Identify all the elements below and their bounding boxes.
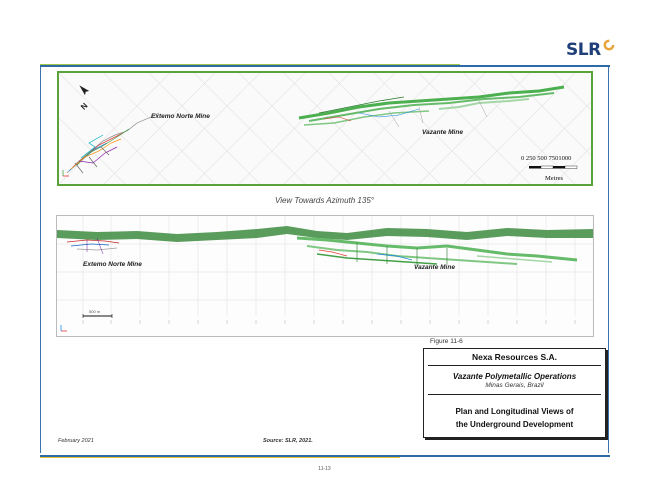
long-axis-indicator-icon [61, 325, 67, 331]
title-block-divider [428, 365, 601, 366]
plan-view-drawing [59, 73, 591, 184]
logo-mark-icon [603, 39, 615, 51]
plan-grid [59, 73, 591, 184]
distance-ticks [83, 320, 575, 324]
plan-scale-unit: Metres [545, 175, 564, 182]
plan-scale-ticks [521, 155, 591, 162]
long-label-vazante: Vazante Mine [414, 264, 455, 271]
plan-view-panel [57, 71, 593, 186]
scale-tick-500: 500 [537, 155, 547, 162]
long-label-extremo-norte: Extemo Norte Mine [83, 261, 142, 268]
north-arrow-label: N [79, 101, 90, 112]
view-caption: View Towards Azimuth 135° [275, 196, 374, 205]
scale-tick-250: 250 [525, 155, 536, 162]
scale-tick-1000: 1000 [558, 155, 572, 162]
figure-number: Figure 11-6 [430, 338, 463, 345]
figure-title-line-2: the Underground Development [455, 420, 574, 429]
company-name: Nexa Resources S.A. [471, 352, 558, 362]
plan-label-vazante: Vazante Mine [422, 129, 463, 136]
title-block [423, 348, 606, 438]
longitudinal-view-panel [56, 215, 594, 337]
plan-scale-bar [529, 166, 577, 169]
slr-logo [566, 40, 626, 62]
footer-accent-rule [40, 457, 400, 458]
project-name: Vazante Polymetallic Operations [452, 372, 577, 381]
title-block-divider [428, 394, 601, 395]
report-date: February 2021 [58, 438, 94, 444]
longitudinal-view-drawing [57, 216, 593, 336]
project-location: Minas Gerais, Brazil [485, 382, 544, 389]
vazante-plan-development [299, 87, 564, 127]
scale-tick-0: 0 [521, 155, 525, 162]
logo-text: SLR [566, 40, 601, 60]
page-number: 11-13 [318, 466, 331, 472]
long-scale-label: 500 m [89, 309, 101, 314]
figure-title-line-1: Plan and Longitudinal Views of [455, 407, 574, 416]
figure-source: Source: SLR, 2021. [263, 438, 313, 444]
long-scale-bar [83, 314, 112, 318]
scale-tick-750: 750 [548, 155, 559, 162]
vazante-long-development [297, 238, 577, 266]
plan-label-extremo-norte: Extemo Norte Mine [151, 113, 210, 120]
